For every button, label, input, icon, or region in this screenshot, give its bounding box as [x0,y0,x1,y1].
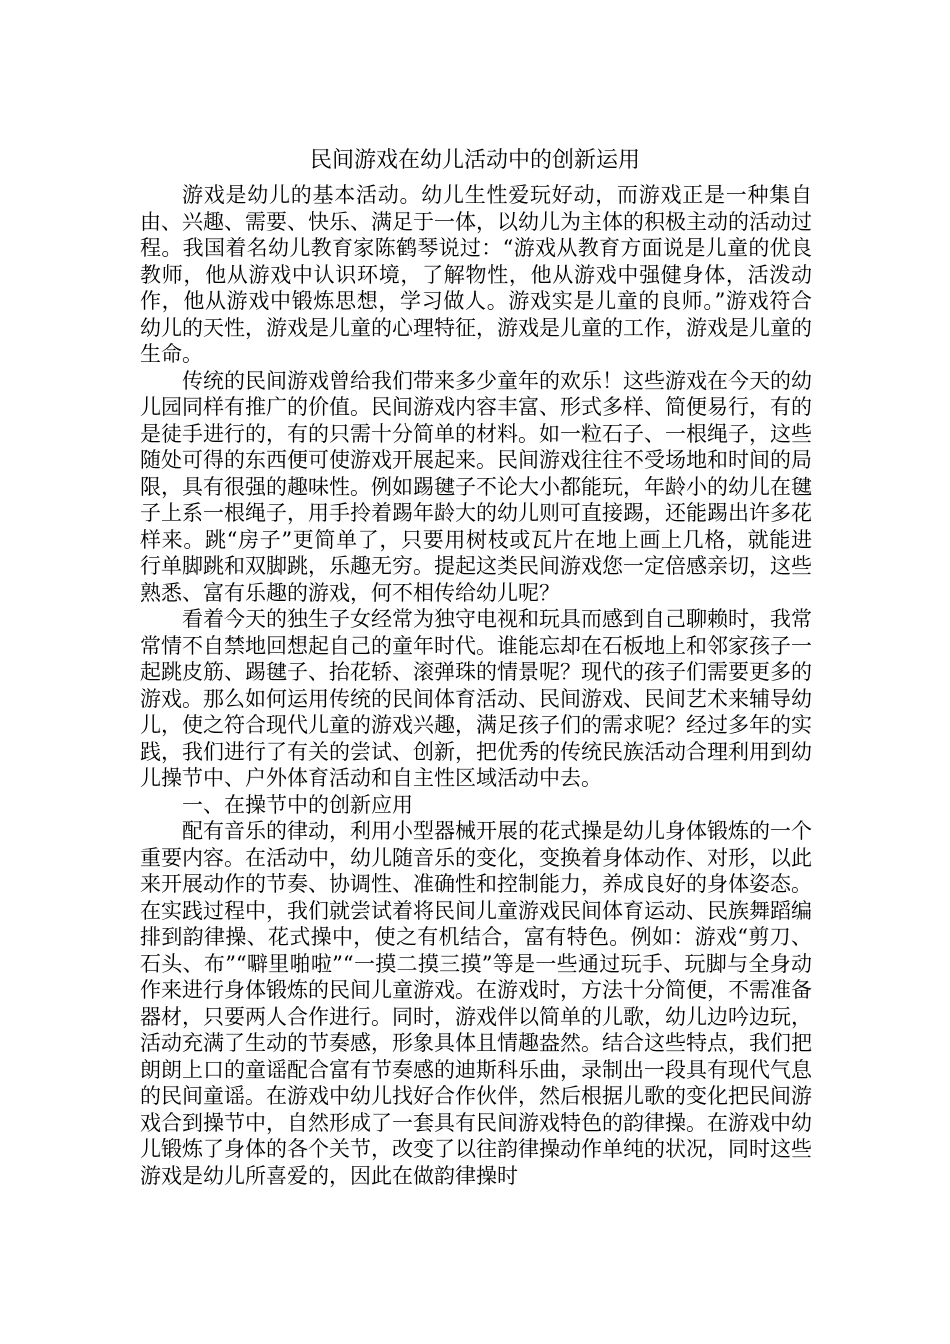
document-body [140,182,812,1189]
paragraph-intro: 游戏是幼儿的基本活动。幼儿生性爱玩好动，而游戏正是一种集自由、兴趣、需要、快乐、满足于一体，以幼儿为主体的积极主动的活动过程。我国着名幼儿教育家陈鹤琴说过：“游戏从教育方面说是儿童的优良教师，他从游戏中认识环境，了解物性，他从游戏中强健身体，活泼动作，他从游戏中锻炼思想，学习做人。游戏实是儿童的良师。”游戏符合幼儿的天性，游戏是儿童的心理特征，游戏是儿童的工作，游戏是儿童的生命。 [140,183,812,366]
paragraph-modern-children: 看着今天的独生子女经常为独守电视和玩具而感到自己聊赖时，我常常情不自禁地回想起自己的童年时代。谁能忘却在石板地上和邻家孩子一起跳皮筋、踢毽子、抬花轿、滚弹珠的情景呢？现代的孩子们需要更多的游戏。那么如何运用传统的民间体育活动、民间游戏、民间艺术来辅导幼儿，使之符合现代儿童的游戏兴趣，满足孩子们的需求呢？经过多年的实践，我们进行了有关的尝试、创新，把优秀的传统民族活动合理利用到幼儿操节中、户外体育活动和自主性区域活动中去。 [140,607,812,790]
paragraph-traditional-games: 传统的民间游戏曾给我们带来多少童年的欢乐！这些游戏在今天的幼儿园同样有推广的价值。民间游戏内容丰富、形式多样、简便易行，有的是徒手进行的，有的只需十分简单的材料。如一粒石子、一根绳子，这些随处可得的东西便可使游戏开展起来。民间游戏往往不受场地和时间的局限，具有很强的趣味性。例如踢毽子不论大小都能玩，年龄小的幼儿在毽子上系一根绳子，用手拎着踢年龄大的幼儿则可直接踢，还能踢出许多花样来。跳“房子”更简单了，只要用树枝或瓦片在地上画上几格，就能进行单脚跳和双脚跳，乐趣无穷。提起这类民间游戏您一定倍感亲切，这些熟悉、富有乐趣的游戏，何不相传给幼儿呢？ [140,368,812,605]
section-heading-exercises: 一、在操节中的创新应用 [182,792,413,817]
paragraph-rhythmic-exercises: 配有音乐的律动，利用小型器械开展的花式操是幼儿身体锻炼的一个重要内容。在活动中，幼儿随音乐的变化，变换着身体动作、对形，以此来开展动作的节奏、协调性、准确性和控制能力，养成良好的身体姿态。在实践过程中，我们就尝试着将民间儿童游戏民间体育运动、民族舞蹈编排到韵律操、花式操中，使之有机结合，富有特色。例如：游戏“剪刀、石头、布”“噼里啪啦”“一摸二摸三摸”等是一些通过玩手、玩脚与全身动作来进行身体锻炼的民间儿童游戏。在游戏时，方法十分简便，不需准备器材，只要两人合作进行。同时，游戏伴以简单的儿歌，幼儿边吟边玩，活动充满了生动的节奏感，形象具体且情趣盎然。结合这些特点，我们把朗朗上口的童谣配合富有节奏感的迪斯科乐曲，录制出一段具有现代气息的民间童谣。在游戏中幼儿找好合作伙伴，然后根据儿歌的变化把民间游戏合到操节中，自然形成了一套具有民间游戏特色的韵律操。在游戏中幼儿锻炼了身体的各个关节，改变了以往韵律操动作单纯的状况，同时这些游戏是幼儿所喜爱的，因此在做韵律操时 [140,819,812,1188]
document-title: 民间游戏在幼儿活动中的创新运用 [309,148,640,173]
